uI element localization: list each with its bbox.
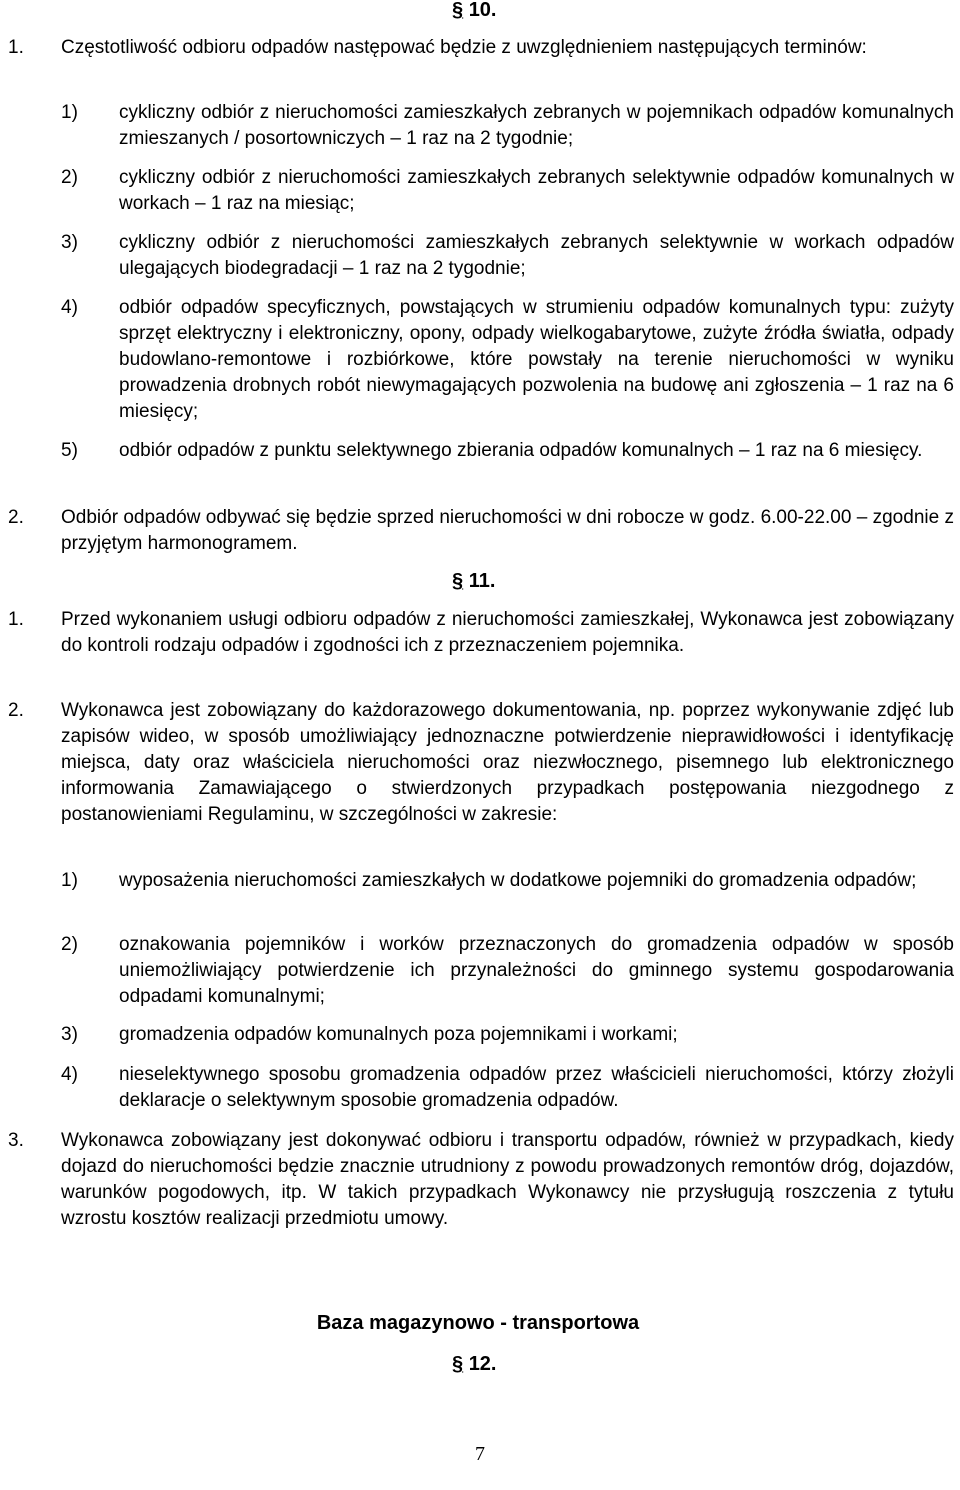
section-11-item-2 [61,932,954,1010]
page-number: 7 [475,1443,485,1465]
section-number: 11. [468,570,496,592]
item-number: 3) [61,232,78,253]
paragraph-text: Wykonawca zobowiązany jest dokonywać odbioru i transportu odpadów, również w przypadkach, kiedy dojazd do nieruchomości będzie znacznie utrudniony z powodu prowadzonych remontów dróg, dojazdów, warunków pogodowych, itp. W takich przypadkach Wykonawcy nie przysługują roszczenia z tytułu wzrostu kosztów realizacji przedmiotu umowy. [61,1130,954,1229]
section-10-item-5 [61,438,954,464]
paragraph-text: Częstotliwość odbioru odpadów następować będzie z uwzględnieniem następujących terminów: [61,37,867,58]
item-number: 1) [61,870,78,891]
section-10-item-2 [61,165,954,217]
section-11-item-4 [61,1062,954,1114]
paragraph-text: Przed wykonaniem usługi odbioru odpadów z nieruchomości zamieszkałej, Wykonawca jest zobowiązany do kontroli rodzaju odpadów i zgodności ich z przeznaczeniem pojemnika. [61,609,954,656]
section-12-heading [452,1351,497,1377]
section-11-item-3 [61,1022,954,1048]
item-text: odbiór odpadów z punktu selektywnego zbierania odpadów komunalnych – 1 raz na 6 miesięcy. [119,440,923,461]
item-number: 1) [61,102,78,123]
paragraph-number: 1. [8,609,24,630]
section-symbol: § [452,1353,464,1375]
paragraph-number: 1. [8,37,24,58]
paragraph-number: 2. [8,507,24,528]
paragraph-text: Wykonawca jest zobowiązany do każdorazowego dokumentowania, np. poprzez wykonywanie zdjęć lub zapisów wideo, w sposób umożliwiający jednoznaczne potwierdzenie nieprawidłowości i identyfikację miejsca, daty oraz właściciela nieruchomości oraz niezwłocznego, pisemnego lub elektronicznego informowania Zamawiającego o stwierdzonych przypadkach postępowania niezgodnego z postanowieniami Regulaminu, w szczególności w zakresie: [61,700,954,825]
section-11-paragraph-3 [8,1128,954,1232]
section-10-paragraph-1 [8,35,954,61]
paragraph-number: 3. [8,1130,24,1151]
item-text: odbiór odpadów specyficznych, powstających w strumieniu odpadów komunalnych typu: zużyty sprzęt elektryczny i elektroniczny, opony, odpady wielkogabarytowe, zużyte źródła światła, odpady budowlano-remontowe i rozbiórkowe, które powstały na terenie nieruchomości w wyniku prowadzenia drobnych robót niewymagających pozwolenia na budowę ani zgłoszenia – 1 raz na 6 miesięcy; [119,297,954,422]
item-number: 5) [61,440,78,461]
item-text: oznakowania pojemników i worków przeznaczonych do gromadzenia odpadów w sposób uniemożliwiający potwierdzenie ich przynależności do gminnego systemu gospodarowania odpadami komunalnymi; [119,934,954,1007]
baza-heading: Baza magazynowo - transportowa [316,1312,640,1334]
section-number: 10. [468,0,497,21]
item-text: gromadzenia odpadów komunalnych poza pojemnikami i workami; [119,1024,678,1045]
item-text: wyposażenia nieruchomości zamieszkałych w dodatkowe pojemniki do gromadzenia odpadów; [119,870,917,891]
section-11-item-1 [61,868,954,894]
item-number: 3) [61,1024,78,1045]
paragraph-number: 2. [8,700,24,721]
section-10-paragraph-2 [8,505,954,557]
section-11-heading [452,568,495,594]
section-10-item-3 [61,230,954,282]
section-symbol: § [452,0,464,21]
item-number: 4) [61,1064,78,1085]
item-text: cykliczny odbiór z nieruchomości zamieszkałych zebranych w pojemnikach odpadów komunalnych zmieszanych / posortowniczych – 1 raz na 2 tygodnie; [119,102,954,149]
section-11-paragraph-1 [8,607,954,659]
item-number: 4) [61,297,78,318]
paragraph-text: Odbiór odpadów odbywać się będzie sprzed nieruchomości w dni robocze w godz. 6.00-22.00 – zgodnie z przyjętym harmonogramem. [61,507,954,554]
item-text: nieselektywnego sposobu gromadzenia odpadów przez właścicieli nieruchomości, którzy złożyli deklaracje o selektywnym sposobie gromadzenia odpadów. [119,1064,954,1111]
section-10-item-1 [61,100,954,152]
section-10-heading [452,0,497,23]
item-number: 2) [61,167,78,188]
item-number: 2) [61,934,78,955]
section-number: 12. [468,1353,497,1375]
section-11-paragraph-2 [8,698,954,828]
section-symbol: § [452,570,464,592]
item-text: cykliczny odbiór z nieruchomości zamieszkałych zebranych selektywnie w workach odpadów ulegających biodegradacji – 1 raz na 2 tygodnie; [119,232,954,279]
section-10-item-4 [61,295,954,425]
item-text: cykliczny odbiór z nieruchomości zamieszkałych zebranych selektywnie odpadów komunalnych w workach – 1 raz na miesiąc; [119,167,954,214]
